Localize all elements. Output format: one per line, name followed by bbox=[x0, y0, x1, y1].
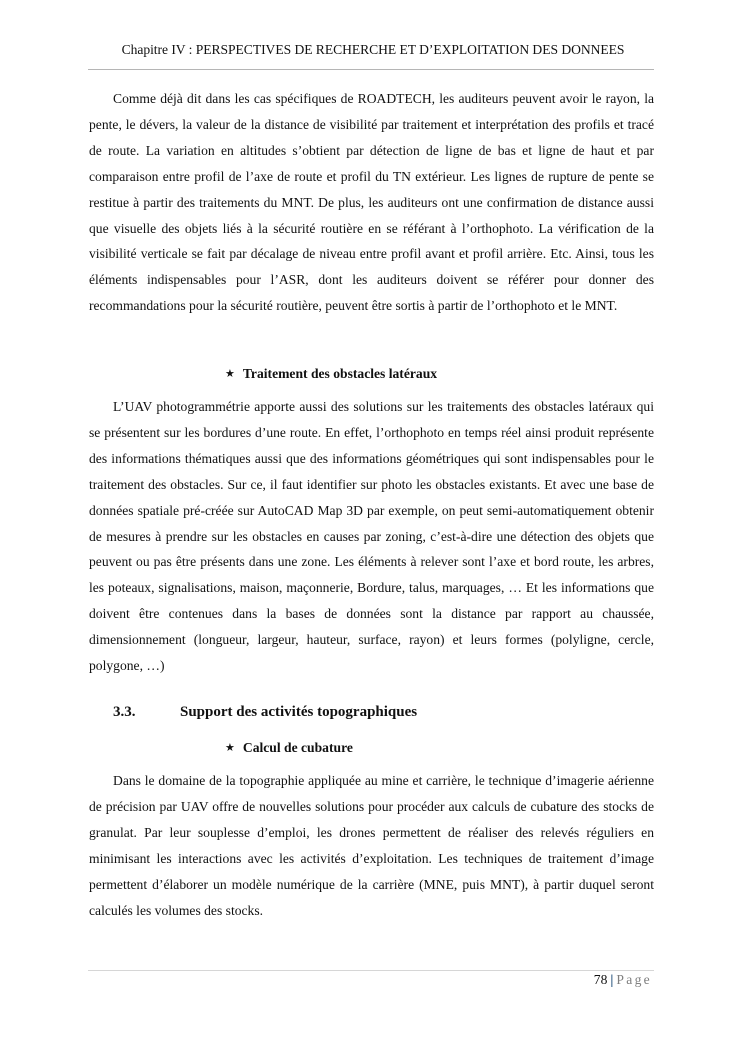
star-icon: ★ bbox=[225, 368, 235, 380]
paragraph-obstacles: L’UAV photogrammétrie apporte aussi des solutions sur les traitements des obstacles latéraux qui se présentent sur les bordures d’une route. En effet, l’orthophoto en temps réel ainsi produit représente des informations thématiques aussi que des informations géométriques qui sont indispensables pour le traitement des obstacles. Sur ce, il faut identifier sur photo les obstacles existants. Et avec une base de données spatiale pré-créée sur AutoCAD Map 3D par exemple, on peut semi-automatiquement obtenir de mesures à prendre sur les obstacles en causes par zoning, c’est-à-dire une détection des objets que peuvent ou pas être présents dans une zone. Les éléments à relever sont l’axe et bord route, les arbres, les poteaux, signalisations, maison, maçonnerie, Bordure, talus, marquages, … Et les informations que doivent être contenues dans la bases de données sont la distance par rapport au chaussée, dimensionnement (longueur, largeur, hauteur, surface, rayon) et leurs formes (polyligne, cercle, polygone, …) bbox=[89, 399, 654, 674]
subheading-obstacles bbox=[225, 366, 437, 382]
paragraph-roadtech: Comme déjà dit dans les cas spécifiques de ROADTECH, les auditeurs peuvent avoir le rayon, la pente, le dévers, la valeur de la distance de visibilité par traitement et interprétation des profils et tracé de route. La variation en altitudes s’obtient par détection de ligne de bas et ligne de haut et par comparaison entre profil de l’axe de route et profil du TN extérieur. Les lignes de rupture de pente se restitue à partir des traitements du MNT. De plus, les auditeurs ont une confirmation de distance aussi que visuelle des objets liés à la sécurité routière en se référant à l’orthophoto. La vérification de la visibilité verticale se fait par décalage de niveau entre profil avant et profil arrière. Etc. Ainsi, tous les éléments indispensables pour l’ASR, dont les auditeurs doivent se référer pour donner des recommandations pour la sécurité routière, peuvent être sortis à partir de l’orthophoto et le MNT. bbox=[89, 91, 654, 314]
paragraph-cubature: Dans le domaine de la topographie appliquée au mine et carrière, le technique d’imagerie aérienne de précision par UAV offre de nouvelles solutions pour procéder aux calculs de cubature des stocks de granulat. Par leur souplesse d’emploi, les drones permettent de réaliser des relevés réguliers en minimisant les interactions avec les activités d’exploitation. Les techniques de traitement d’image permettent d’élaborer un modèle numérique de la carrière (MNE, puis MNT), à partir duquel seront calculés les volumes des stocks. bbox=[89, 773, 654, 918]
footer-separator: | bbox=[610, 972, 614, 987]
header-divider bbox=[88, 69, 654, 70]
section-number: 3.3. bbox=[113, 704, 136, 720]
star-icon: ★ bbox=[225, 742, 235, 754]
page-footer bbox=[594, 972, 652, 988]
page-number: 78 bbox=[593, 972, 608, 987]
section-title: Support des activités topographiques bbox=[180, 704, 418, 720]
page-label: Page bbox=[616, 972, 652, 987]
footer-divider bbox=[88, 970, 654, 971]
subheading-cubature bbox=[225, 740, 353, 756]
section-heading bbox=[113, 704, 417, 721]
subheading-cubature-label: Calcul de cubature bbox=[242, 740, 353, 755]
subheading-obstacles-label: Traitement des obstacles latéraux bbox=[242, 366, 438, 381]
page-header: Chapitre IV : PERSPECTIVES DE RECHERCHE ET D’EXPLOITATION DES DONNEES bbox=[121, 42, 625, 57]
